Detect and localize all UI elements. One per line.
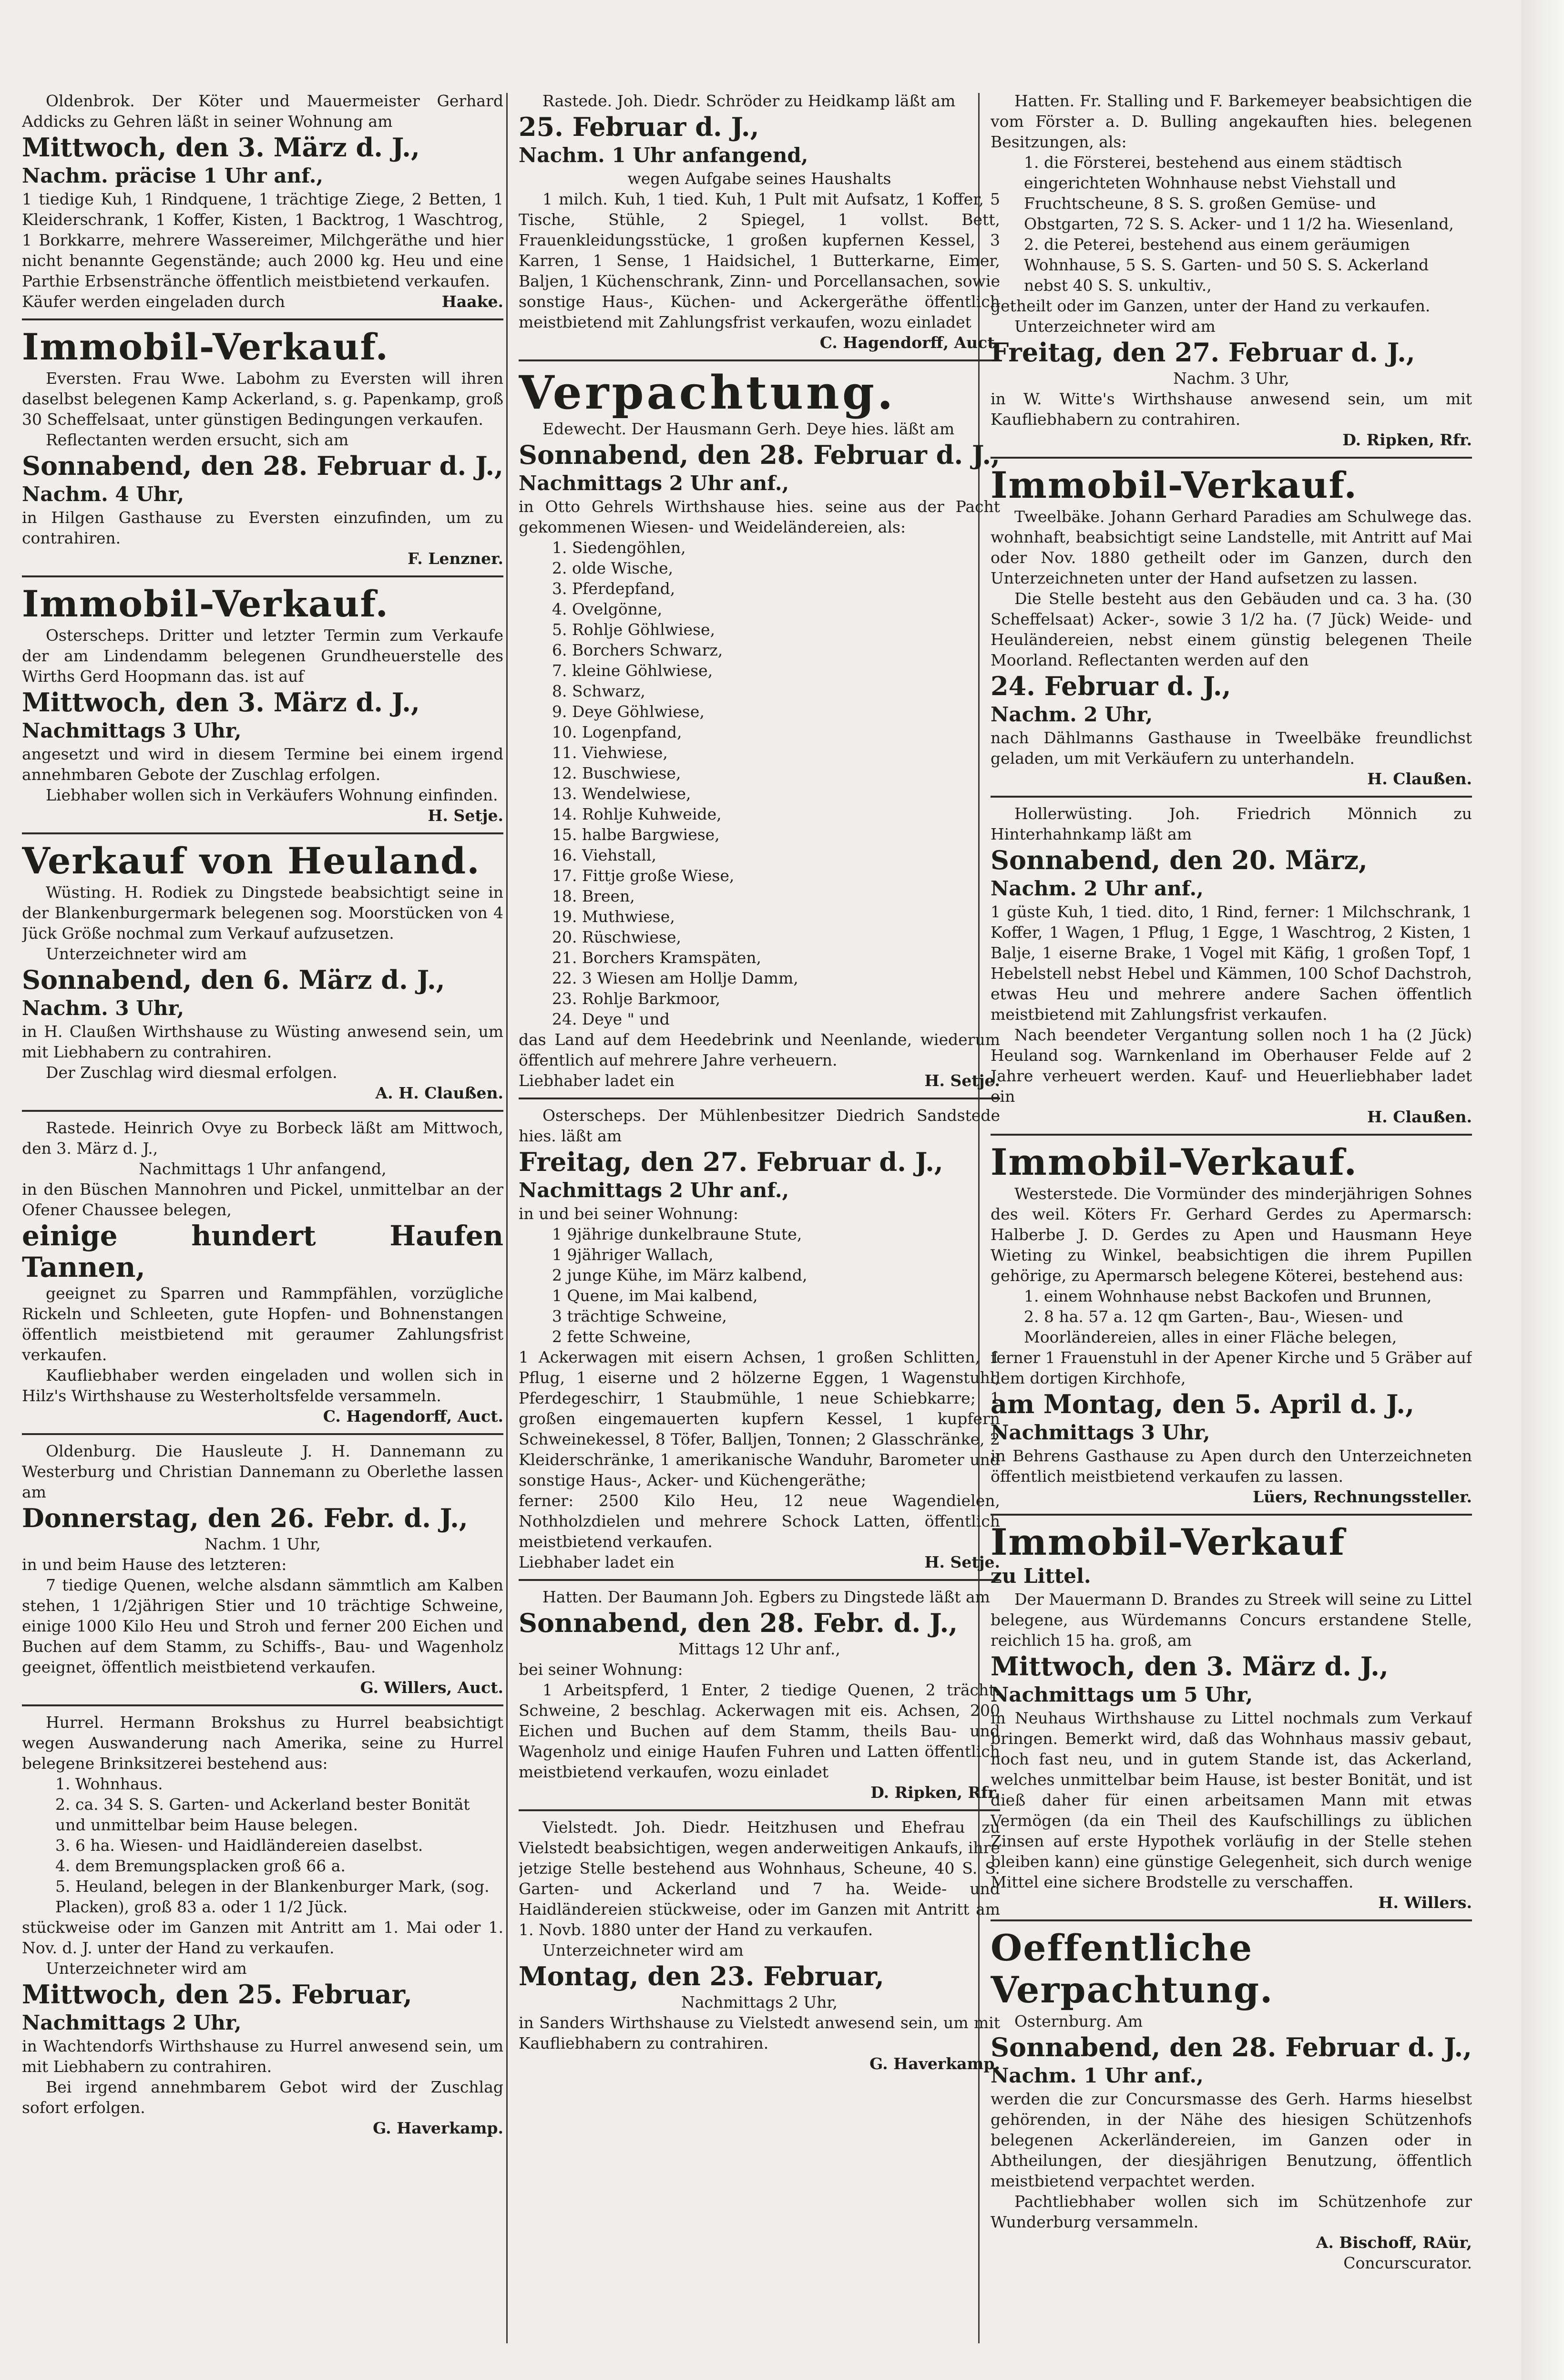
ad-signature: A. H. Claußen.	[375, 1084, 503, 1102]
list-item: 17. Fittje große Wiese,	[552, 866, 735, 885]
ad-text: Osterscheps. Der Mühlenbesitzer Diedrich Sandstede hies. läßt am	[519, 1106, 1000, 1145]
ad-text: in H. Claußen Wirthshause zu Wüsting anwesend sein, um mit Liebhabern zu contrahiren.	[22, 1022, 503, 1061]
ad-text: Oldenburg. Die Hausleute J. H. Dannemann zu Westerburg und Christian Dannemann zu Oberlethe lassen am	[22, 1442, 503, 1501]
list-item: 2. 8 ha. 57 a. 12 qm Garten-, Bau-, Wiesen- und Moorländereien, alles in einer Fläche belegen,	[1024, 1307, 1403, 1346]
list-item: 15. halbe Bargwiese,	[552, 825, 720, 844]
ad-text: stückweise oder im Ganzen mit Antritt am 1. Mai oder 1. Nov. d. J. unter der Hand zu verkaufen.	[22, 1918, 503, 1957]
ad-time: Nachmittags 2 Uhr anf.,	[519, 1179, 789, 1202]
ad-date: 24. Februar d. J.,	[991, 671, 1231, 701]
ad-immobil-eversten	[22, 326, 503, 569]
ad-text: Bei irgend annehmbarem Gebot wird der Zuschlag sofort erfolgen.	[22, 2078, 503, 2117]
ad-signature: Haake.	[441, 292, 503, 311]
ad-text: Der Zuschlag wird diesmal erfolgen.	[46, 1063, 337, 1082]
list-item: 2. die Peterei, bestehend aus einem geräumigen Wohnhause, 5 S. S. Garten- und 50 S. S. Ackerland nebst 40 S. S. unkultiv.,	[1024, 235, 1429, 295]
ad-signature: H. Claußen.	[1367, 1108, 1472, 1126]
ad-immobil-littel	[991, 1521, 1472, 1913]
ad-text: Hurrel. Hermann Brokshus zu Hurrel beabsichtigt wegen Auswanderung nach Amerika, seine zu Hurrel belegene Brinksitzerei bestehend aus:	[22, 1713, 503, 1773]
list-item: 1. Siedengöhlen,	[552, 538, 686, 557]
ad-time: Nachm. 1 Uhr,	[204, 1535, 321, 1553]
ad-text: in Otto Gehrels Wirthshause hies. seine aus der Pacht gekommenen Wiesen- und Weideländereien, als:	[519, 497, 1000, 536]
ad-time: Nachm. 1 Uhr anf.,	[991, 2064, 1204, 2087]
ad-rastede-tannen	[22, 1118, 503, 1426]
separator	[991, 1919, 1472, 1921]
ad-signature: H. Setje.	[924, 1071, 1000, 1090]
ad-text: Die Stelle besteht aus den Gebäuden und ca. 3 ha. (30 Scheffelsaat) Acker-, sowie 3 1/2 ha. (7 Jück) Weide- und Heuländereien, nebst einem günstig belegenen Theile Moorland. Reflectanten werden auf den	[991, 589, 1472, 669]
list-item: 6. Borchers Schwarz,	[552, 641, 723, 659]
ad-signature: G. Willers, Auct.	[360, 1678, 503, 1697]
list-item: 12. Buschwiese,	[552, 764, 681, 782]
ad-text: in Sanders Wirthshause zu Vielstedt anwesend sein, um mit Kaufliebhabern zu contrahiren.	[519, 2013, 1000, 2052]
list-item: 4. dem Bremungsplacken groß 66 a.	[55, 1857, 346, 1875]
list-item: 1 9jähriger Wallach,	[552, 1245, 714, 1264]
list-item: 11. Viehwiese,	[552, 743, 668, 762]
ad-text: Osterscheps. Dritter und letzter Termin zum Verkaufe der am Lindendamm belegenen Grundheuerstelle des Wirths Gerd Hoopmann das. ist auf	[22, 626, 503, 686]
ad-text: werden die zur Concursmasse des Gerh. Harms hieselbst gehörenden, in der Nähe des hiesigen Schützenhofs belegenen Ackerländereien, im Ganzen oder in Abtheilungen, der diesjährigen Benutzung, öffentlich meistbietend verpachtet werden.	[991, 2090, 1472, 2190]
ad-date: Donnerstag, den 26. Febr. d. J.,	[22, 1503, 468, 1533]
list-item: 5. Rohlje Göhlwiese,	[552, 620, 716, 639]
ad-time: Nachmittags 2 Uhr anf.,	[519, 472, 789, 495]
ad-big-text: einige hundert Haufen Tannen,	[22, 1220, 503, 1283]
list-item: 3 trächtige Schweine,	[552, 1307, 727, 1325]
ad-body: 1 milch. Kuh, 1 tied. Kuh, 1 Pult mit Aufsatz, 1 Koffer, 5 Tische, Stühle, 2 Spiegel, 1 vollst. Bett, Frauenkleidungsstücke, 1 großen kupfernen Kessel, 3 Karren, 1 Sense, 1 Haidsichel, 1 Butterkarne, Eimer, Baljen, 1 Küchenschrank, Zinn- und Porcellansachen, sowie sonstige Haus-, Küchen- und Ackergeräthe öffentlich meistbietend mit Zahlungsfrist verkaufen, wozu einladet	[519, 190, 1000, 331]
column-rule	[506, 93, 508, 2343]
ad-immobil-tweelbaeke	[991, 464, 1472, 789]
list-item: 1. einem Wohnhause nebst Backofen und Brunnen,	[1024, 1287, 1432, 1305]
ad-text: Tweelbäke. Johann Gerhard Paradies am Schulwege das. wohnhaft, beabsichtigt seine Landstelle, mit Antritt auf Mai oder Nov. 1880 getheilt oder im Ganzen, durch den Unterzeichneten unter der Hand aufsetzen zu lassen.	[991, 507, 1472, 587]
ad-text: bei seiner Wohnung:	[519, 1660, 683, 1679]
list-item: 9. Deye Göhlwiese,	[552, 702, 705, 721]
ad-time: Nachm. 4 Uhr,	[22, 482, 184, 506]
ad-time: Nachm. präcise 1 Uhr anf.,	[22, 164, 323, 187]
ad-body: 7 tiedige Quenen, welche alsdann sämmtlich am Kalben stehen, 1 1/2jährigen Stier und 10 trächtige Schweine, einige 1000 Kilo Heu und Stroh und ferner 200 Eichen und Buchen auf dem Stamm, zu Schiffs-, Bau- und Wagenholz geeignet, öffentlich meistbietend verkaufen.	[22, 1576, 503, 1676]
ad-subheading: zu Littel.	[991, 1564, 1091, 1588]
separator	[22, 1704, 503, 1706]
ad-verpachtung-edewecht	[519, 367, 1000, 1091]
ad-item-list	[22, 1774, 503, 1917]
ad-signature: H. Claußen.	[1367, 769, 1472, 788]
ad-time: Nachm. 1 Uhr anfangend,	[519, 144, 808, 167]
ad-signature: A. Bischoff, RAür,	[1316, 2233, 1472, 2252]
ad-time: Nachm. 3 Uhr,	[1173, 369, 1289, 388]
ad-hurrel	[22, 1712, 503, 2138]
ad-text: Unterzeichneter wird am	[46, 944, 247, 963]
ad-text: Osternburg. Am	[1014, 2012, 1143, 2031]
ad-body: 1 güste Kuh, 1 tied. dito, 1 Rind, ferner: 1 Milchschrank, 1 Koffer, 1 Wagen, 1 Pflug, 1 Egge, 1 Waschtrog, 2 Kisten, 1 Balje, 1 eiserne Brake, 1 Vogel mit Käfig, 1 großen Topf, 1 Hebelstell nebst Hebel und Kämmen, 100 Schof Dachstroh, etwas Heu und mehrere andere Sachen öffentlich meistbietend mit Zahlungsfrist verkaufen.	[991, 903, 1472, 1024]
list-item: 3. 6 ha. Wiesen- und Haidländereien daselbst.	[55, 1836, 423, 1855]
ad-item-list	[991, 152, 1472, 296]
ad-osterscheps-sandstede	[519, 1105, 1000, 1572]
ad-text: Liebhaber wollen sich in Verkäufers Wohnung einfinden.	[46, 786, 498, 804]
ad-heading: Immobil-Verkauf.	[991, 464, 1358, 506]
ad-signature: Lüers, Rechnungssteller.	[1252, 1488, 1472, 1506]
ad-date: Sonnabend, den 28. Februar d. J.,	[519, 440, 1000, 470]
ad-text: Rastede. Heinrich Ovye zu Borbeck läßt am Mittwoch, den 3. März d. J.,	[22, 1118, 503, 1158]
ad-text: angesetzt und wird in diesem Termine bei einem irgend annehmbaren Gebote der Zuschlag erfolgen.	[22, 745, 503, 784]
list-item: 19. Muthwiese,	[552, 907, 675, 926]
ad-signature: H. Setje.	[428, 806, 503, 825]
list-item: 22. 3 Wiesen am Hollje Damm,	[552, 969, 798, 987]
list-item: 16. Viehstall,	[552, 846, 657, 864]
ad-date: Mittwoch, den 3. März d. J.,	[22, 687, 420, 718]
ad-signature: F. Lenzner.	[408, 549, 503, 568]
ad-item-list	[519, 1224, 1000, 1347]
ad-text: Hatten. Der Baumann Joh. Egbers zu Dingstede läßt am	[542, 1588, 990, 1606]
ad-hatten-stalling	[991, 91, 1472, 450]
list-item: 1 9jährige dunkelbraune Stute,	[552, 1225, 802, 1243]
ad-signature: D. Ripken, Rfr.	[1342, 431, 1472, 449]
list-item: 2. ca. 34 S. S. Garten- und Ackerland bester Bonität und unmittelbar beim Hause belegen.	[55, 1795, 470, 1834]
ad-body: 1 tiedige Kuh, 1 Rindquene, 1 trächtige Ziege, 2 Betten, 1 Kleiderschrank, 1 Koffer, Kisten, 1 Backtrog, 1 Waschtrog, 1 Borkkarre, mehrere Wassereimer, Milchgeräthe und hier nicht benannte Gegenstände; auch 2000 kg. Heu und eine Parthie Erbsenstränche öffentlich meistbietend verkaufen.	[22, 190, 503, 290]
ad-text: Oldenbrok. Der Köter und Mauermeister Gerhard Addicks zu Gehren läßt in seiner Wohnung am	[22, 92, 503, 131]
column-1	[22, 91, 503, 2341]
ad-text: Hollerwüsting. Joh. Friedrich Mönnich zu Hinterhahnkamp läßt am	[991, 804, 1472, 843]
list-item: 23. Rohlje Barkmoor,	[552, 989, 721, 1008]
list-item: 1. die Försterei, bestehend aus einem städtisch eingerichteten Wohnhause nebst Viehstall und Fruchtscheune, 8 S. S. großen Gemüse- und Obstgarten, 72 S. S. Acker- und 1 1/2 ha. Wiesenland,	[1024, 153, 1454, 233]
ad-text: nach Dählmanns Gasthause in Tweelbäke freundlichst geladen, um mit Verkäufern zu unterhandeln.	[991, 728, 1472, 768]
ad-oldenbrok	[22, 91, 503, 312]
ad-time: Nachmittags um 5 Uhr,	[991, 1683, 1253, 1706]
ad-immobil-westerstede	[991, 1141, 1472, 1507]
ad-heading: Immobil-Verkauf.	[22, 326, 389, 368]
ad-text: getheilt oder im Ganzen, unter der Hand zu verkaufen.	[991, 297, 1431, 315]
ad-text: Wüsting. H. Rodiek zu Dingstede beabsichtigt seine in der Blankenburgermark belegenen sog. Moorstücken von 4 Jück Größe nochmal zum Verkauf aufzusetzen.	[22, 883, 503, 943]
page-edge	[1521, 0, 1564, 2380]
ad-date: Sonnabend, den 6. März d. J.,	[22, 964, 445, 995]
ad-heading: Immobil-Verkauf	[991, 1521, 1346, 1563]
ad-signature: G. Haverkamp.	[869, 2054, 1000, 2073]
ad-text: Nach beendeter Vergantung sollen noch 1 ha (2 Jück) Heuland sog. Warnkenland im Oberhauser Felde auf 2 Jahre verheuert werden. Kauf- und Heuerliebhaber ladet ein	[991, 1026, 1472, 1106]
ad-text: in den Büschen Mannohren und Pickel, unmittelbar an der Ofener Chaussee belegen,	[22, 1180, 503, 1219]
ad-body: ferner: 2500 Kilo Heu, 12 neue Wagendielen, Nothholzdielen und mehrere Schock Latten, öffentlich meistbietend verkaufen.	[519, 1491, 1000, 1551]
ad-text: in Wachtendorfs Wirthshause zu Hurrel anwesend sein, um mit Liebhabern zu contrahiren.	[22, 2037, 503, 2076]
ad-heading: Immobil-Verkauf.	[22, 583, 389, 625]
ad-item-list	[519, 537, 1000, 1029]
list-item: 8. Schwarz,	[552, 682, 645, 700]
ad-text: das Land auf dem Heedebrink und Neenlande, wiederum öffentlich auf mehrere Jahre verheuern.	[519, 1030, 1000, 1069]
list-item: 2 fette Schweine,	[552, 1327, 691, 1346]
ad-time: Nachmittags 2 Uhr,	[681, 1993, 838, 2011]
ad-time: Nachmittags 1 Uhr anfangend,	[139, 1159, 387, 1178]
ad-text: Hatten. Fr. Stalling und F. Barkemeyer beabsichtigen die vom Förster a. D. Bulling angekauften hies. belegenen Besitzungen, als:	[991, 92, 1472, 151]
ad-signature: C. Hagendorff, Auct.	[323, 1407, 503, 1426]
list-item: 5. Heuland, belegen in der Blankenburger Mark, (sog. Placken), groß 83 a. oder 1 1/2 Jück.	[55, 1877, 490, 1916]
list-item: 20. Rüschwiese,	[552, 928, 682, 946]
ad-heading: Verkauf von Heuland.	[22, 840, 480, 882]
ad-text: in Neuhaus Wirthshause zu Littel nochmals zum Verkauf bringen. Bemerkt wird, daß das Wohnhaus massiv gebaut, noch fast neu, und in gutem Stande ist, das Ackerland, welches unmittelbar beim Hause, ist bester Bonität, und ist dieß daher für einen arbeitsamen Mann mit etwas Vermögen (da ein Theil des Kaufschillings zu üblichen Zinsen auf erste Hypothek vorläufig in der Stelle stehen bleiben kann) eine günstige Gelegenheit, sich durch wenige Mittel eine sichere Brodstelle zu verschaffen.	[991, 1709, 1472, 1891]
ad-item-list	[991, 1286, 1472, 1347]
column-2	[519, 91, 1000, 2341]
ad-date: Montag, den 23. Februar,	[519, 1961, 884, 1991]
ad-date: Sonnabend, den 28. Febr. d. J.,	[519, 1608, 958, 1638]
ad-time: Nachm. 3 Uhr,	[22, 996, 184, 1020]
ad-time: Nachm. 2 Uhr anf.,	[991, 877, 1204, 900]
list-item: 2. olde Wische,	[552, 559, 674, 577]
list-item: 13. Wendelwiese,	[552, 784, 691, 803]
separator	[22, 832, 503, 834]
separator	[519, 359, 1000, 361]
ad-oldenburg-dannemann	[22, 1441, 503, 1698]
ad-signature: H. Setje.	[924, 1553, 1000, 1571]
ad-date: Mittwoch, den 3. März d. J.,	[991, 1651, 1389, 1682]
ad-text: in und bei seiner Wohnung:	[519, 1204, 738, 1223]
ad-signature: G. Haverkamp.	[373, 2119, 503, 2137]
list-item: 7. kleine Göhlwiese,	[552, 661, 713, 680]
ad-text: Pachtliebhaber wollen sich im Schützenhofe zur Wunderburg versammeln.	[991, 2192, 1472, 2231]
ad-text: geeignet zu Sparren und Rammpfählen, vorzügliche Rickeln und Schleeten, gute Hopfen- und Bohnenstangen öffentlich meistbietend mit geraumer Zahlungsfrist verkaufen.	[22, 1284, 503, 1364]
ad-body: 1 Ackerwagen mit eisern Achsen, 1 großen Schlitten, 1 Pflug, 1 eiserne und 2 hölzerne Eggen, 1 Wagenstuhl, Pferdegeschirr, 1 Staubmühle, 1 neue Schiebkarre; 1 großen eingemauerten kupfern Kessel, 1 kupfern Schweinekessel, 8 Töfer, Balljen, Tonnen; 2 Glasschränke, 2 Kleiderschränke, 1 amerikanische Wanduhr, Barometer und sonstige Haus-, Acker- und Küchengeräthe;	[519, 1348, 1000, 1489]
ad-date: Sonnabend, den 28. Februar d. J.,	[991, 2032, 1472, 2062]
ad-text: Westerstede. Die Vormünder des minderjährigen Sohnes des weil. Köters Fr. Gerhard Gerdes zu Apermarsch: Halberbe J. D. Gerdes zu Apen und Hausmann Heye Wieting zu Winkel, beabsichtigen die ihrem Pupillen gehörige, zu Apermarsch belegene Köterei, bestehend aus:	[991, 1184, 1472, 1285]
ad-date: Freitag, den 27. Februar d. J.,	[991, 337, 1415, 368]
list-item: 2 junge Kühe, im März kalbend,	[552, 1266, 808, 1284]
separator	[519, 1579, 1000, 1581]
ad-signature-title: Concurscurator.	[1343, 2254, 1472, 2272]
ad-signature: D. Ripken, Rfr.	[870, 1783, 1000, 1802]
ad-text: Vielstedt. Joh. Diedr. Heitzhusen und Ehefrau zu Vielstedt beabsichtigen, wegen anderweitigen Ankaufs, ihre jetzige Stelle bestehend aus Wohnhaus, Scheune, 40 S. S. Garten- und Ackerland und 7 ha. Weide- und Haidländereien stückweise, oder im Ganzen mit Antritt am 1. Novb. 1880 unter der Hand zu verkaufen.	[519, 1818, 1000, 1939]
list-item: 10. Logenpfand,	[552, 723, 682, 741]
ad-heading: Immobil-Verkauf.	[991, 1141, 1358, 1183]
ad-signature: H. Willers.	[1378, 1893, 1472, 1912]
ad-rastede-schroeder	[519, 91, 1000, 353]
ad-heading: Oeffentliche Verpachtung.	[991, 1927, 1274, 2011]
separator	[22, 1433, 503, 1435]
ad-vielstedt	[519, 1817, 1000, 2074]
ad-date: Mittwoch, den 3. März d. J.,	[22, 132, 420, 163]
separator	[991, 457, 1472, 459]
separator	[991, 796, 1472, 798]
ad-text: wegen Aufgabe seines Haushalts	[627, 169, 891, 188]
list-item: 18. Breen,	[552, 887, 635, 905]
separator	[991, 1514, 1472, 1516]
list-item: 4. Ovelgönne,	[552, 600, 663, 618]
separator	[22, 318, 503, 320]
separator	[22, 575, 503, 577]
ad-text: Unterzeichneter wird am	[46, 1959, 247, 1978]
ad-text: Reflectanten werden ersucht, sich am	[46, 431, 349, 449]
ad-date: Freitag, den 27. Februar d. J.,	[519, 1147, 943, 1177]
list-item: 1 Quene, im Mai kalbend,	[552, 1286, 758, 1305]
list-item: 14. Rohlje Kuhweide,	[552, 805, 722, 823]
ad-text: in Hilgen Gasthause zu Eversten einzufinden, um zu contrahiren.	[22, 508, 503, 547]
ad-date: Sonnabend, den 20. März,	[991, 845, 1368, 875]
list-item: 21. Borchers Kramspäten,	[552, 948, 761, 967]
ad-date: 25. Februar d. J.,	[519, 112, 759, 142]
ad-verpachtung-osternburg	[991, 1927, 1472, 2273]
ad-body: 1 Arbeitspferd, 1 Enter, 2 tiedige Quenen, 2 trächt. Schweine, 2 beschlag. Ackerwagen mit eis. Achsen, 200 Eichen und Buchen auf dem Stamm, theils Bau- und Wagenholz und einige Haufen Fuhren und Latten öffentlich meistbietend verkaufen, wozu einladet	[519, 1681, 1000, 1781]
column-3	[991, 91, 1472, 2341]
list-item: 1. Wohnhaus.	[55, 1775, 163, 1793]
ad-hatten-egbers	[519, 1587, 1000, 1803]
ad-time: Mittags 12 Uhr anf.,	[678, 1640, 840, 1658]
ad-immobil-osterscheps	[22, 583, 503, 826]
separator	[519, 1809, 1000, 1811]
ad-time: Nachm. 2 Uhr,	[991, 703, 1153, 726]
ad-text: Unterzeichneter wird am	[542, 1941, 744, 1959]
ad-text: Der Mauermann D. Brandes zu Streek will seine zu Littel belegene, aus Würdemanns Concurs erstandene Stelle, reichlich 15 ha. groß, am	[991, 1590, 1472, 1650]
ad-time: Nachmittags 3 Uhr,	[22, 719, 242, 742]
ad-date: am Montag, den 5. April d. J.,	[991, 1389, 1414, 1419]
ad-sign-pre: Liebhaber ladet ein	[519, 1071, 675, 1090]
ad-sign-pre: Käufer werden eingeladen durch	[22, 292, 286, 311]
ad-heading: Verpachtung.	[519, 366, 896, 420]
list-item: 24. Deye " und	[552, 1010, 670, 1028]
ad-text: Unterzeichneter wird am	[1014, 317, 1216, 336]
list-item: 3. Pferdepfand,	[552, 579, 675, 598]
separator	[22, 1110, 503, 1112]
ad-sign-pre: Liebhaber ladet ein	[519, 1553, 675, 1571]
separator	[519, 1098, 1000, 1099]
ad-text: in und beim Hause des letzteren:	[22, 1555, 287, 1574]
ad-time: Nachmittags 3 Uhr,	[991, 1421, 1210, 1444]
ad-text: Edewecht. Der Hausmann Gerh. Deye hies. läßt am	[542, 420, 955, 438]
ad-text: Kaufliebhaber werden eingeladen und wollen sich in Hilz's Wirthshause zu Westerholtsfelde versammeln.	[22, 1366, 503, 1405]
ad-signature: C. Hagendorff, Auct.	[819, 333, 1000, 352]
ad-text: Rastede. Joh. Diedr. Schröder zu Heidkamp läßt am	[542, 92, 956, 110]
ad-date: Mittwoch, den 25. Februar,	[22, 1979, 412, 2010]
ad-text: in W. Witte's Wirthshause anwesend sein, um mit Kaufliebhabern zu contrahiren.	[991, 390, 1472, 429]
ad-heuland	[22, 840, 503, 1103]
ad-date: Sonnabend, den 28. Februar d. J.,	[22, 451, 503, 481]
ad-time: Nachmittags 2 Uhr,	[22, 2011, 242, 2034]
ad-text: ferner 1 Frauenstuhl in der Apener Kirche und 5 Gräber auf dem dortigen Kirchhofe,	[991, 1348, 1472, 1387]
ad-text: Eversten. Frau Wwe. Labohm zu Eversten will ihren daselbst belegenen Kamp Ackerland, s. g. Papenkamp, groß 30 Scheffelsaat, unter günstigen Bedingungen verkaufen.	[22, 369, 503, 429]
separator	[991, 1134, 1472, 1136]
ad-text: in Behrens Gasthause zu Apen durch den Unterzeichneten öffentlich meistbietend verkaufen zu lassen.	[991, 1446, 1472, 1486]
ad-hollerwuesting	[991, 803, 1472, 1127]
